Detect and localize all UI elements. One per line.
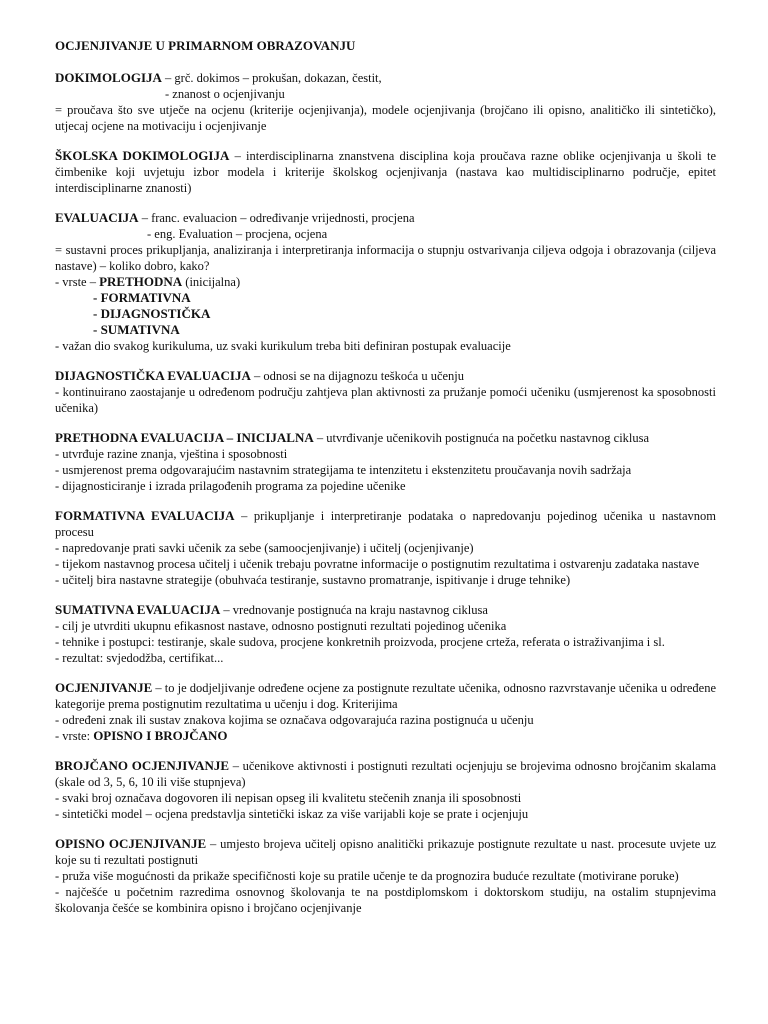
definition: – vrednovanje postignuća na kraju nastavnog ciklusa [220, 603, 488, 617]
section-dijagnosticka [55, 368, 716, 416]
list-item: - sintetički model – ocjena predstavlja sintetički iskaz za više varijabli koje se prate i ocjenjuju [55, 807, 529, 821]
term: SUMATIVNA EVALUACIJA [55, 602, 221, 617]
section-prethodna [55, 430, 716, 494]
list-item [55, 274, 716, 290]
section-brojcano [55, 758, 716, 822]
section-skolska-dokimologija [55, 148, 716, 196]
definition: – interdisciplinarna znanstvena disciplina koja proučava razne oblike ocjenjivanja u školi te čimbenike koji uvjetuju izbor modela i kriterije školskog ocjenjivanja (nastava kao multidisciplinarno područje, epitet interdisciplinarne znanosti) [55, 149, 716, 195]
definition: – grč. dokimos – prokušan, dokazan, čestit, [161, 71, 382, 85]
paragraph-indented: - znanost o ocjenjivanju [165, 87, 285, 101]
section-formativna [55, 508, 716, 588]
list-prefix: - vrste – [55, 275, 100, 289]
evaluation-type: - DIJAGNOSTIČKA [93, 306, 211, 321]
term: DIJAGNOSTIČKA EVALUACIJA [55, 368, 251, 383]
list-item: - učitelj bira nastavne strategije (obuhvaća testiranje, sustavno promatranje, ispitivanje i druge tehnike) [55, 573, 571, 587]
list-item: - cilj je utvrditi ukupnu efikasnost nastave, odnosno postignuti rezultati pojedinog učenika [55, 619, 507, 633]
list-item: - svaki broj označava dogovoren ili nepisan opseg ili kvalitetu stečenih znanja ili sposobnosti [55, 791, 522, 805]
paragraph [55, 836, 716, 868]
term: DOKIMOLOGIJA [55, 70, 162, 85]
paragraph-indented: - eng. Evaluation – procjena, ocjena [147, 227, 328, 241]
definition: – franc. evaluacion – određivanje vrijednosti, procjena [138, 211, 415, 225]
list-item: - tijekom nastavnog procesa učitelj i učenik trebaju povratne informacije o postignutim rezultatima i ostvarenju zadataka nastave [55, 557, 700, 571]
list-item: - najčešće u početnim razredima osnovnog školovanja te na postdiplomskom i doktorskom studiju, na ostalim stupnjevima školovanja češće se kombinira opisno i brojčano ocjenjivanje [55, 885, 716, 915]
paragraph [55, 210, 716, 226]
list-item: - utvrđuje razine znanja, vještina i sposobnosti [55, 447, 288, 461]
paragraph: = sustavni proces prikupljanja, analiziranja i interpretiranja informacija o stupnju ostvarivanja ciljeva odgoja i obrazovanja (ciljeva nastave) – koliko dobro, kako? [55, 243, 716, 273]
definition: – utvrđivanje učenikovih postignuća na početku nastavnog ciklusa [313, 431, 650, 445]
paragraph [55, 758, 716, 790]
list-item [55, 728, 716, 744]
grading-types: OPISNO I BROJČANO [93, 728, 228, 743]
paragraph [55, 508, 716, 540]
section-evaluacija [55, 210, 716, 354]
definition: – prikupljanje i interpretiranje podataka o napredovanju pojedinog učenika u nastavnom procesu [55, 509, 716, 539]
paragraph [55, 148, 716, 196]
list-item: - rezultat: svjedodžba, certifikat... [55, 651, 224, 665]
definition: – to je dodjeljivanje određene ocjene za postignute rezultate učenika, odnosno razvrstavanje učenika u određene kategorije prema postignutim rezultatima u učenju i dog. Kriterijima [55, 681, 716, 711]
list-item: - dijagnosticiranje i izrada prilagođenih programa za pojedine učenike [55, 479, 406, 493]
paragraph [55, 368, 716, 384]
evaluation-type: PRETHODNA [99, 274, 183, 289]
section-dokimologija [55, 70, 716, 134]
term: PRETHODNA EVALUACIJA – INICIJALNA [55, 430, 314, 445]
definition: – umjesto brojeva učitelj opisno analitički prikazuje postignute rezultate u nast. procesute uvjete uz koje su ti rezultati postignuti [55, 837, 717, 867]
section-ocjenjivanje [55, 680, 716, 744]
definition: – odnosi se na dijagnozu teškoća u učenju [250, 369, 465, 383]
list-item: - pruža više mogućnosti da prikaže specifičnosti koje su pratile učenje te da prognozira buduće rezultate (motivirane poruke) [55, 869, 679, 883]
term: ŠKOLSKA DOKIMOLOGIJA [55, 148, 230, 163]
evaluation-type: - SUMATIVNA [93, 322, 180, 337]
paragraph: = proučava što sve utječe na ocjenu (kriterije ocjenjivanja), modele ocjenjivanja (brojčano ili opisno, analitičko ili sintetičko), utjecaj ocjene na motivaciju i ocjenjivanje [55, 103, 716, 133]
section-sumativna [55, 602, 716, 666]
list-item: - tehnike i postupci: testiranje, skale sudova, procjene konkretnih proizvoda, procjene crteža, referata o istraživanjima i sl. [55, 635, 665, 649]
paragraph [55, 680, 716, 712]
list-item: - važan dio svakog kurikuluma, uz svaki kurikulum treba biti definiran postupak evaluacije [55, 339, 511, 353]
list-item: - napredovanje prati savki učenik za sebe (samoocjenjivanje) i učitelj (ocjenjivanje) [55, 541, 474, 555]
note: (inicijalna) [182, 275, 241, 289]
term: OPISNO OCJENJIVANJE [55, 836, 207, 851]
definition: – učenikove aktivnosti i postignuti rezultati ocjenjuju se brojevima odnosno brojčanim skalama (skale od 3, 5, 6, 10 ili više stupnjeva) [55, 759, 717, 789]
term: EVALUACIJA [55, 210, 139, 225]
document-title: OCJENJIVANJE U PRIMARNOM OBRAZOVANJU [55, 38, 356, 53]
list-prefix: - vrste: [55, 729, 94, 743]
paragraph [55, 70, 716, 86]
paragraph [55, 430, 716, 446]
section-opisno [55, 836, 716, 916]
list-item: - kontinuirano zaostajanje u određenom području zahtjeva plan aktivnosti za pružanje pomoći učeniku (usmjerenost ka sposobnosti učenika) [55, 385, 716, 415]
term: OCJENJIVANJE [55, 680, 153, 695]
list-item: - određeni znak ili sustav znakova kojima se označava odgovarajuća razina postignuća u učenju [55, 713, 534, 727]
term: FORMATIVNA EVALUACIJA [55, 508, 235, 523]
term: BROJČANO OCJENJIVANJE [55, 758, 230, 773]
list-item: - usmjerenost prema odgovarajućim nastavnim strategijama te intenzitetu i ekstenzitetu proučavanja novih sadržaja [55, 463, 632, 477]
paragraph [55, 602, 716, 618]
evaluation-type: - FORMATIVNA [93, 290, 191, 305]
